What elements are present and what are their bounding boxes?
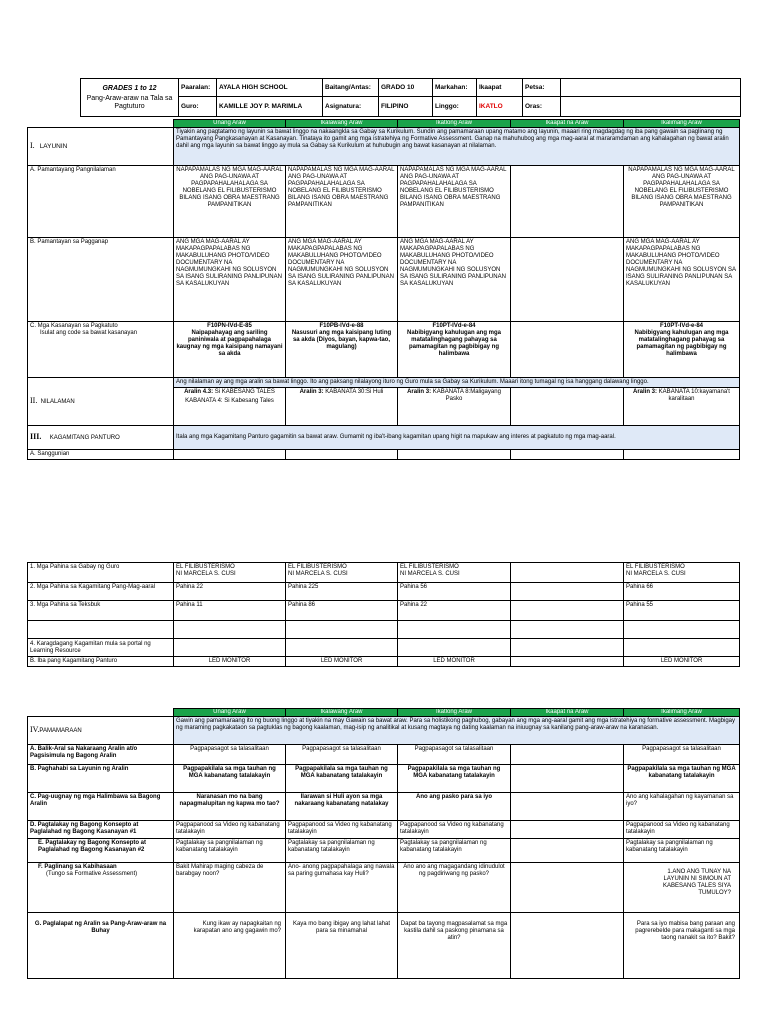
kasanayan-sublabel: Isulat ang code sa bawat kasanayan (40, 330, 138, 336)
kagamitan-heading: III. KAGAMITANG PANTURO (28, 426, 174, 450)
day-header-4: Ikaapat na Araw (511, 120, 624, 128)
guro-value: KAMILLE JOY P. MARIMLA (217, 97, 323, 117)
guro-label: Guro: (179, 97, 217, 117)
ks-day5: F10PT-IVd-e-84 Nabibigyang kahulugan ang mga matatalinghagang pahayag sa pamamagitan ng pagbibigay ng halimbawa (624, 322, 740, 378)
pagtalakay-1-label: D. Pagtalakay ng Bagong Konsepto at Paglalahad ng Bagong Kasanayan #1 (28, 821, 174, 839)
subtitle: Pang-Araw-araw na Tala sa Pagtuturo (86, 94, 173, 110)
linggo-value: IKATLO (477, 97, 523, 117)
pamantayang-label: A. Pamantayang Pangnilalaman (28, 166, 174, 238)
day-header-3: Ikatlong Araw (398, 120, 511, 128)
markahan-value: Ikaapat (477, 79, 523, 97)
pp-day2: NAPAPAMALAS NG MGA MAG-AARAL ANG PAG-UNAWA AT PAGPAPAHALAHALAGA SA NOBELANG EL FILIBUSTERISMO BILANG ISANG OBRA MAESTRANG PAMPANITIKAN (286, 166, 398, 238)
nl-day5: Aralin 3: KABANATA 10:kayamana't karalitaan (624, 388, 740, 426)
ref-guro-d1: EL FILIBUSTERISMO NI MARCELA S. CUSI (174, 563, 286, 583)
pg-day5: ANG MGA MAG-AARAL AY MAKAPAGPAPALABAS NG MAKABULUHANG PHOTO/VIDEO DOCUMENTARY NA NAGMUMUNGKAHI NG SOLUSYON SA ISANG SULIRANING PANLIPUNAN SA KASALUKUYAN (624, 238, 740, 322)
asignatura-value: FILIPINO (379, 97, 433, 117)
nilalaman-note: Ang nilalaman ay ang mga aralin sa bawat linggo. Ito ang paksang nilalayong ituro ng Guro mula sa Gabay sa Kurikulum. Maaari itong tumagal ng isa hanggang dalawang linggo. (174, 378, 740, 388)
pg-day3: ANG MGA MAG-AARAL AY MAKAPAGPAPALABAS NG MAKABULUHANG PHOTO/VIDEO DOCUMENTARY NA NAGMUMUNGKAHI NG SOLUSYON SA ISANG SULIRANING PANLIPUNAN SA KASALUKUYAN (398, 238, 511, 322)
petsa-value (561, 79, 741, 97)
ks-day2: F10PB-IVd-e-88 Nasusuri ang mga kaisipang luting sa akda (Diyos, bayan, kapwa-tao, magulang) (286, 322, 398, 378)
markahan-label: Markahan: (433, 79, 477, 97)
baitang-label: Baitang/Antas: (323, 79, 379, 97)
ref-pm-label: 2. Mga Pahina sa Kagamitang Pang-Mag-aaral (28, 583, 174, 601)
nl-day1: Aralin 4.3: Si KABESANG TALES KABANATA 4: Si Kabesang Tales (174, 388, 286, 426)
grades-label: GRADES 1 to 12 (102, 84, 157, 92)
nilalaman-heading: II. NILALAMAN (28, 378, 174, 426)
pamamaraan-heading: IV.PAMAMARAAN (28, 717, 174, 745)
procedure-table: Unang Araw Ikalawang Araw Ikatlong Araw Ikaapat na Araw Ikalimang Araw IV.PAMAMARAAN Gawin ang pamamaraang ito ng buong linggo at tiyakin na may Gawain sa bawat araw. Para sa holistikong paghubog, gabayan ang mga ang-aaral gamit ang mga istratehiya ng formative assessment. Magbigay ng maraming pagkakataon sa pagtuklas ng bagong kaalaman, mag-isip ng analitikal at kusang magtaya ng dating kaalaman na iniuugnay sa kanilang pang-araw-araw na karanasan. A. Balik-Aral sa Nakaraang Aralin at/o Pagsisimula ng Bagong Aralin Pagpapasagot sa talasalitaan Pagpapasagot sa talasalitaan Pagpapasagot sa talasalitaan Pagpapasagot sa talasalitaan B. Paghahabi sa Layunin ng Aralin Pagpapakilala sa mga tauhan ng MGA kabanatang tatalakayin Pagpapakilala sa mga tauhan ng MGA kabanatang tatalakayin Pagpapakilala sa mga tauhan ng MGA kabanatang tatalakayin Pagpapakilala sa mga tauhan ng MGA kabanatang tatalakayin C. Pag-uugnay ng mga Halimbawa sa Bagong Aralin Naranasan mo na bang napagmalupitan ng kapwa mo tao? Ilarawan si Huli ayon sa mga nakaraang kabanatang natalakay Ano ang pasko para sa iyo Ano ang kahalagahan ng kayamanan sa iyo? D. Pagtalakay ng Bagong Konsepto at Paglalahad ng Bagong Kasanayan #1 Pagpapanood sa Video ng kabanatang tatalakayin Pagpapanood sa Video ng kabanatang tatalakayin Pagpapanood sa Video ng kabanatang tatalakayin Pagpapanood sa Video ng kabanatang tatalakayin E. Pagtalakay ng Bagong Konsepto at Paglalahad ng Bagong Kasanayan #2 Pagtalakay sa pangnilalaman ng kabanatang tatalakayin Pagtalakay sa pangnilalaman ng kabanatang tatalakayin Pagtalakay sa pangnilalaman ng kabanatang tatalakayin Pagtalakay sa pangnilalaman ng kabanatang tatalakayin F. Paglinang sa Kabihasaan (Tungo sa Formative Assessment) Bakit Mahirap maging cabeza de barabgay noon? Ano- anong pagpapahalaga ang nawala sa paring gumahasa kay Huli? Ano ano ang magagandang idinudulot ng pagdiriwang ng pasko? 1.ANO ANG TUNAY NA LAYUNIN NI SIMOUN AT KABESANG TALES SIYA TUMULOY? G. Paglalapat ng Aralin sa Pang-Araw-araw na Buhay Kung ikaw ay napagkaitan ng karapatan ano ang gagawin mo? Kaya mo bang ibigay ang lahat lahat para sa minamahal Dapat ba tayong magpasalamat sa mga kastila dahil sa paskong pinamana sa atin? Para sa iyo mabisa bang paraan ang pagrerebelde para makaganti sa mga taong nanakit sa ito? Bakit? (27, 708, 740, 979)
pamamaraan-note: Gawin ang pamamaraang ito ng buong linggo at tiyakin na may Gawain sa bawat araw. Para sa holistikong paghubog, gabayan ang mga ang-aaral gamit ang mga istratehiya ng formative assessment. Magbigay ng maraming pagkakataon sa pagtuklas ng bagong kaalaman, mag-isip ng analitikal at kusang magtaya ng dating kaalaman na iniuugnay sa kanilang pang-araw-araw na karanasan. (174, 717, 740, 745)
ref-guro-label: 1. Mga Pahina sa Gabay ng Guro (28, 563, 174, 583)
pg-day1: ANG MGA MAG-AARAL AY MAKAPAGPAPALABAS NG MAKABULUHANG PHOTO/VIDEO DOCUMENTARY NA NAGMUMUNGKAHI NG SOLUSYON SA ISANG SULIRANING PANLIPUNAN SA KASALUKUYAN (174, 238, 286, 322)
ref-guro-d5: EL FILIBUSTERISMO NI MARCELA S. CUSI (624, 563, 740, 583)
pagtalakay-2-label: E. Pagtalakay ng Bagong Konsepto at Paglalahad ng Bagong Kasanayan #2 (28, 839, 174, 863)
pp-day1: NAPAPAMALAS NG MGA MAG-AARAL ANG PAG-UNAWA AT PAGPAPAHALAHALAGA SA NOBELANG EL FILIBUSTERISMO BILANG ISANG OBRA MAESTRANG PAMPANITIKAN (174, 166, 286, 238)
ref-portal-label: 4. Karagdagang Kagamitan mula sa portal ng Learning Resource (28, 639, 174, 657)
objectives-table (27, 119, 740, 460)
pp-day5: NAPAPAMALAS NG MGA MAG-AARAL ANG PAG-UNAWA AT PAGPAPAHALAHALAGA SA NOBELANG EL FILIBUSTERISMO BILANG ISANG OBRA MAESTRANG PAMPANITIKAN (624, 166, 740, 238)
paghahabi-label: B. Paghahabi sa Layunin ng Aralin (28, 765, 174, 793)
sanggunian-label: A. Sanggunian (28, 450, 174, 460)
asignatura-label: Asignatura: (323, 97, 379, 117)
ref-guro-d2: EL FILIBUSTERISMO NI MARCELA S. CUSI (286, 563, 398, 583)
header-table (80, 78, 741, 117)
nl-day3: Aralin 3: KABANATA 8:Maligayang Pasko (398, 388, 511, 426)
paaralan-value: AYALA HIGH SCHOOL (217, 79, 323, 97)
day-header-2: Ikalawang Araw (286, 120, 398, 128)
layunin-heading: I. LAYUNIN (28, 128, 174, 166)
baitang-value: GRADO 10 (379, 79, 433, 97)
pag-uugnay-label: C. Pag-uugnay ng mga Halimbawa sa Bagong Aralin (28, 793, 174, 821)
header-title-cell (81, 79, 179, 117)
kabihasaan-label-cell: F. Paglinang sa Kabihasaan (Tungo sa Formative Assessment) (28, 863, 174, 913)
ks-day1: F10PN-IVd-E-85 Naipapahayag ang sariling paniniwala at pagpapahalaga kaugnay ng mga kaisipang namayani sa akda (174, 322, 286, 378)
balik-aral-label: A. Balik-Aral sa Nakaraang Aralin at/o Pagsisimula ng Bagong Aralin (28, 745, 174, 765)
layunin-text: Tiyakin ang pagtatamo ng layunin sa bawat linggo na nakaangkla sa Gabay sa Kurikulum. Sundin ang pamamaraan upang matamo ang layunin, maaari ring magdagdag ng iba pang gawain sa paglinang ng Pamantayang Pangkasanayan at Kasanayan. Tinataya ito gamit ang mga istratehiya ng Formative Assessment. Ganap na mahuhubog ang mga mag-aaral at mararamdaman ang kahalagahan ng bawat aralin dahil ang mga layunin sa bawat linggo ay mula sa Gabay sa Kurikulum at huhubugin ang bawat kasanayan at nilalaman. (174, 128, 740, 166)
kasanayan-label-cell (28, 322, 174, 378)
pp-day3: NAPAPAMALAS NG MGA MAG-AARAL ANG PAG-UNAWA AT PAGPAPAHALAHALAGA SA NOBELANG EL FILIBUSTERISMO BILANG ISANG OBRA MAESTRANG PAMPANITIKAN (398, 166, 511, 238)
ref-teksbuk-label: 3. Mga Pahina sa Teksbuk (28, 601, 174, 621)
ref-iba-label: B. Iba pang Kagamitang Panturo (28, 657, 174, 667)
references-table: 1. Mga Pahina sa Gabay ng Guro EL FILIBUSTERISMO NI MARCELA S. CUSI EL FILIBUSTERISMO NI MARCELA S. CUSI EL FILIBUSTERISMO NI MARCELA S. CUSI EL FILIBUSTERISMO NI MARCELA S. CUSI 2. Mga Pahina sa Kagamitang Pang-Mag-aaral Pahina 22 Pahina 225 Pahina 56 Pahina 66 3. Mga Pahina sa Teksbuk Pahina 11 Pahina 86 Pahina 22 Pahina 55 4. Karagdagang Kagamitan mula sa portal ng Learning Resource B. Iba pang Kagamitang Panturo LED MONITOR LED MONITOR LED MONITOR LED MONITOR (27, 562, 740, 667)
linggo-label: Linggo: (433, 97, 477, 117)
kasanayan-label: C. Mga Kasanayan sa Pagkatuto (30, 323, 118, 329)
petsa-label: Petsa: (523, 79, 561, 97)
paaralan-label: Paaralan: (179, 79, 217, 97)
oras-value (561, 97, 741, 117)
oras-label: Oras: (523, 97, 561, 117)
pagganap-label: B. Pamantayan sa Pagganap (28, 238, 174, 322)
kagamitan-note: Itala ang mga Kagamitang Panturo gagamitin sa bawat araw. Gumamit ng iba't-ibang kagamitan upang higit na mapukaw ang interes at pagkatuto ng mga mag-aaral. (174, 426, 740, 450)
pg-day2: ANG MGA MAG-AARAL AY MAKAPAGPAPALABAS NG MAKABULUHANG PHOTO/VIDEO DOCUMENTARY NA NAGMUMUNGKAHI NG SOLUSYON SA ISANG SULIRANING PANLIPUNAN SA KASALUKUYAN (286, 238, 398, 322)
nl-day2: Aralin 3: KABANATA 30:Si Huli (286, 388, 398, 426)
day-header-1: Unang Araw (174, 120, 286, 128)
paglalapat-label: G. Paglalapat ng Aralin sa Pang-Araw-araw na Buhay (28, 913, 174, 979)
ks-day3: F10PT-IVd-e-84 Nabibigyang kahulugan ang mga matatalinghagang pahayag sa pamamagitan ng pagbibigay ng halimbawa (398, 322, 511, 378)
day-header-5: Ikalimang Araw (624, 120, 740, 128)
ref-guro-d3: EL FILIBUSTERISMO NI MARCELA S. CUSI (398, 563, 511, 583)
